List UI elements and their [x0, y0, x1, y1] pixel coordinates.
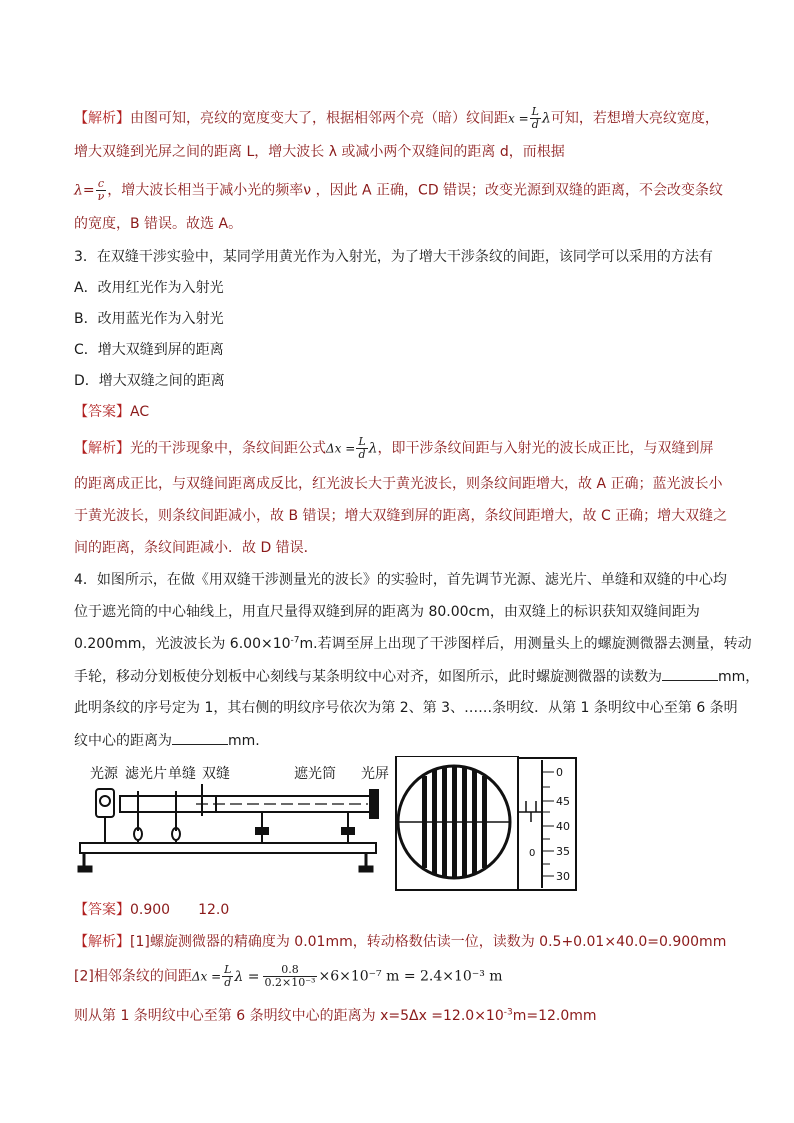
experiment-figure: [76, 756, 588, 892]
label-double-slit: 双缝: [202, 766, 230, 782]
analysis-line-2: 增大双缝到光屏之间的距离 L，增大波长 λ 或减小两个双缝间的距离 d，而根据: [74, 144, 565, 160]
option-c: C．增大双缝到屏的距离: [74, 342, 224, 358]
label-filter: 滤光片: [125, 766, 167, 782]
analysis-text: m=12.0mm: [512, 1008, 597, 1024]
fraction-numerator: L: [531, 105, 539, 118]
q4-analysis-line-1: [74, 932, 726, 952]
question-4-line-1: 4．如图所示，在做《用双缝干涉测量光的波长》的实验时，首先调节光源、滤光片、单缝和双缝的中心均: [74, 572, 727, 588]
q3-analysis-line-4: 间的距离，条纹间距减小．故 D 错误．: [74, 540, 318, 556]
question-3-stem: 3．在双缝干涉实验中，某同学用黄光作为入射光，为了增大干涉条纹的间距，该同学可以采用的方法有: [74, 249, 713, 265]
analysis-text: ，即干涉条纹间距与入射光的波长成正比，与双缝到屏: [377, 440, 714, 457]
fraction-denominator: d: [531, 118, 539, 131]
formula-rhs: ×6×10⁻⁷ m = 2.4×10⁻³ m: [318, 968, 503, 985]
lambda-symbol: λ: [541, 110, 551, 127]
fraction-denominator: d: [358, 448, 366, 461]
analysis-label: 【解析】: [74, 934, 130, 950]
formula-lhs: λ=: [74, 182, 95, 199]
shade-tube: [120, 790, 378, 843]
formula-lhs: Δx =: [326, 441, 356, 456]
formula-fraction: [356, 436, 367, 461]
question-text: 手轮，移动分划板使分划板中心刻线与某条明纹中心对齐，如图所示，此时螺旋测微器的读数为: [74, 669, 662, 685]
fraction-denominator: 0.2×10⁻³: [264, 976, 316, 989]
formula-lhs: x =: [508, 111, 529, 126]
unit-text: mm.: [228, 733, 260, 749]
label-light-source: 光源: [90, 766, 118, 782]
analysis-text: 由图可知，亮纹的宽度变大了，根据相邻两个亮（暗）纹间距: [130, 110, 508, 127]
question-text: m.若调至屏上出现了干涉图样后，用测量头上的螺旋测微器去测量，转动: [299, 636, 752, 652]
question-4-line-4: [74, 666, 759, 687]
formula-fraction: [222, 964, 233, 989]
micrometer-zero: 0: [529, 848, 536, 859]
exponent: -3: [503, 1007, 513, 1018]
analysis-line-4: 的宽度，B 错误。故选 A。: [74, 216, 243, 232]
light-source-lamp: [96, 789, 114, 843]
question-text: 0.200mm，光波波长为 6.00×10: [74, 636, 291, 652]
formula-lhs: Δx =: [191, 969, 222, 984]
answer-line-3: [74, 402, 149, 422]
analysis-text: [1]螺旋测微器的精确度为 0.01mm，转动格数估读一位，读数为 0.5+0.01×40.0=0.900mm: [130, 934, 727, 950]
scale-30: 30: [556, 870, 570, 883]
answer-label: 【答案】: [74, 902, 130, 918]
q3-analysis-line-3: 于黄光波长，则条纹间距减小，故 B 错误；增大双缝到屏的距离，条纹间距增大，故 C 正确；增大双缝之: [74, 508, 728, 524]
q4-analysis-line-2: [74, 964, 503, 989]
exponent: -7: [290, 635, 300, 646]
unit-text: mm，: [718, 669, 760, 685]
answer-blank-2: [172, 730, 228, 745]
analysis-line-1: [74, 106, 719, 131]
analysis-text: ，增大波长相当于减小光的频率ν ，因此 A 正确，CD 错误；改变光源到双缝的距离，不会改变条纹: [107, 182, 724, 199]
fraction-denominator: ν: [97, 190, 105, 203]
numeric-fraction: [263, 964, 318, 989]
analysis-line-3: [74, 178, 723, 203]
q4-analysis-line-3: [74, 1006, 597, 1026]
question-4-line-5: 此明条纹的序号定为 1，其右侧的明纹序号依次为第 2、第 3、……条明纹．从第 1 条明纹中心至第 6 条明: [74, 700, 738, 716]
fraction-numerator: c: [96, 178, 107, 191]
analysis-text: [2]相邻条纹的间距: [74, 968, 192, 985]
label-screen: 光屏: [361, 766, 389, 782]
label-single-slit: 单缝: [168, 766, 196, 782]
answer-blank-1: [662, 666, 718, 681]
scale-0: 0: [556, 766, 563, 779]
question-4-line-6: [74, 730, 260, 751]
scale-40: 40: [556, 820, 570, 833]
option-d: D．增大双缝之间的距离: [74, 373, 225, 389]
answer-value: AC: [130, 404, 150, 420]
scale-35: 35: [556, 845, 570, 858]
question-text: 纹中心的距离为: [74, 733, 172, 749]
q3-analysis-line-1: [74, 436, 714, 461]
measuring-view: [396, 756, 518, 890]
label-shade-tube: 遮光筒: [294, 766, 336, 782]
optical-bench: [78, 843, 376, 872]
answer-line-4: [74, 900, 229, 920]
fraction-numerator: 0.8: [263, 964, 318, 977]
analysis-text: 光的干涉现象中，条纹间距公式: [130, 440, 326, 457]
fraction-numerator: L: [358, 435, 366, 448]
fraction-denominator: d: [224, 976, 232, 989]
analysis-text: 则从第 1 条明纹中心至第 6 条明纹中心的距离为 x=5Δx =12.0×10: [74, 1008, 504, 1024]
scale-45: 45: [556, 795, 570, 808]
question-4-line-3: [74, 634, 752, 654]
option-b: B．改用蓝光作为入射光: [74, 311, 224, 327]
slit-components: [134, 784, 202, 843]
micrometer-scale: [518, 758, 576, 890]
question-4-line-2: 位于遮光筒的中心轴线上，用直尺量得双缝到屏的距离为 80.00cm，由双缝上的标识获知双缝间距为: [74, 604, 700, 620]
lambda-symbol: λ =: [234, 968, 260, 985]
analysis-label: 【解析】: [74, 440, 130, 457]
formula-fraction: [530, 106, 541, 131]
fraction-numerator: L: [224, 963, 232, 976]
answer-label: 【答案】: [74, 404, 130, 420]
analysis-label: 【解析】: [74, 110, 130, 127]
answer-value: 0.900 12.0: [130, 902, 230, 918]
analysis-text: 可知，若想增大亮纹宽度，: [550, 110, 719, 127]
q3-analysis-line-2: 的距离成正比，与双缝间距离成反比，红光波长大于黄光波长，则条纹间距增大，故 A 正确；蓝光波长小: [74, 476, 723, 492]
formula-fraction: [96, 178, 107, 203]
lambda-symbol: λ: [368, 440, 378, 457]
option-a: A．改用红光作为入射光: [74, 280, 224, 296]
